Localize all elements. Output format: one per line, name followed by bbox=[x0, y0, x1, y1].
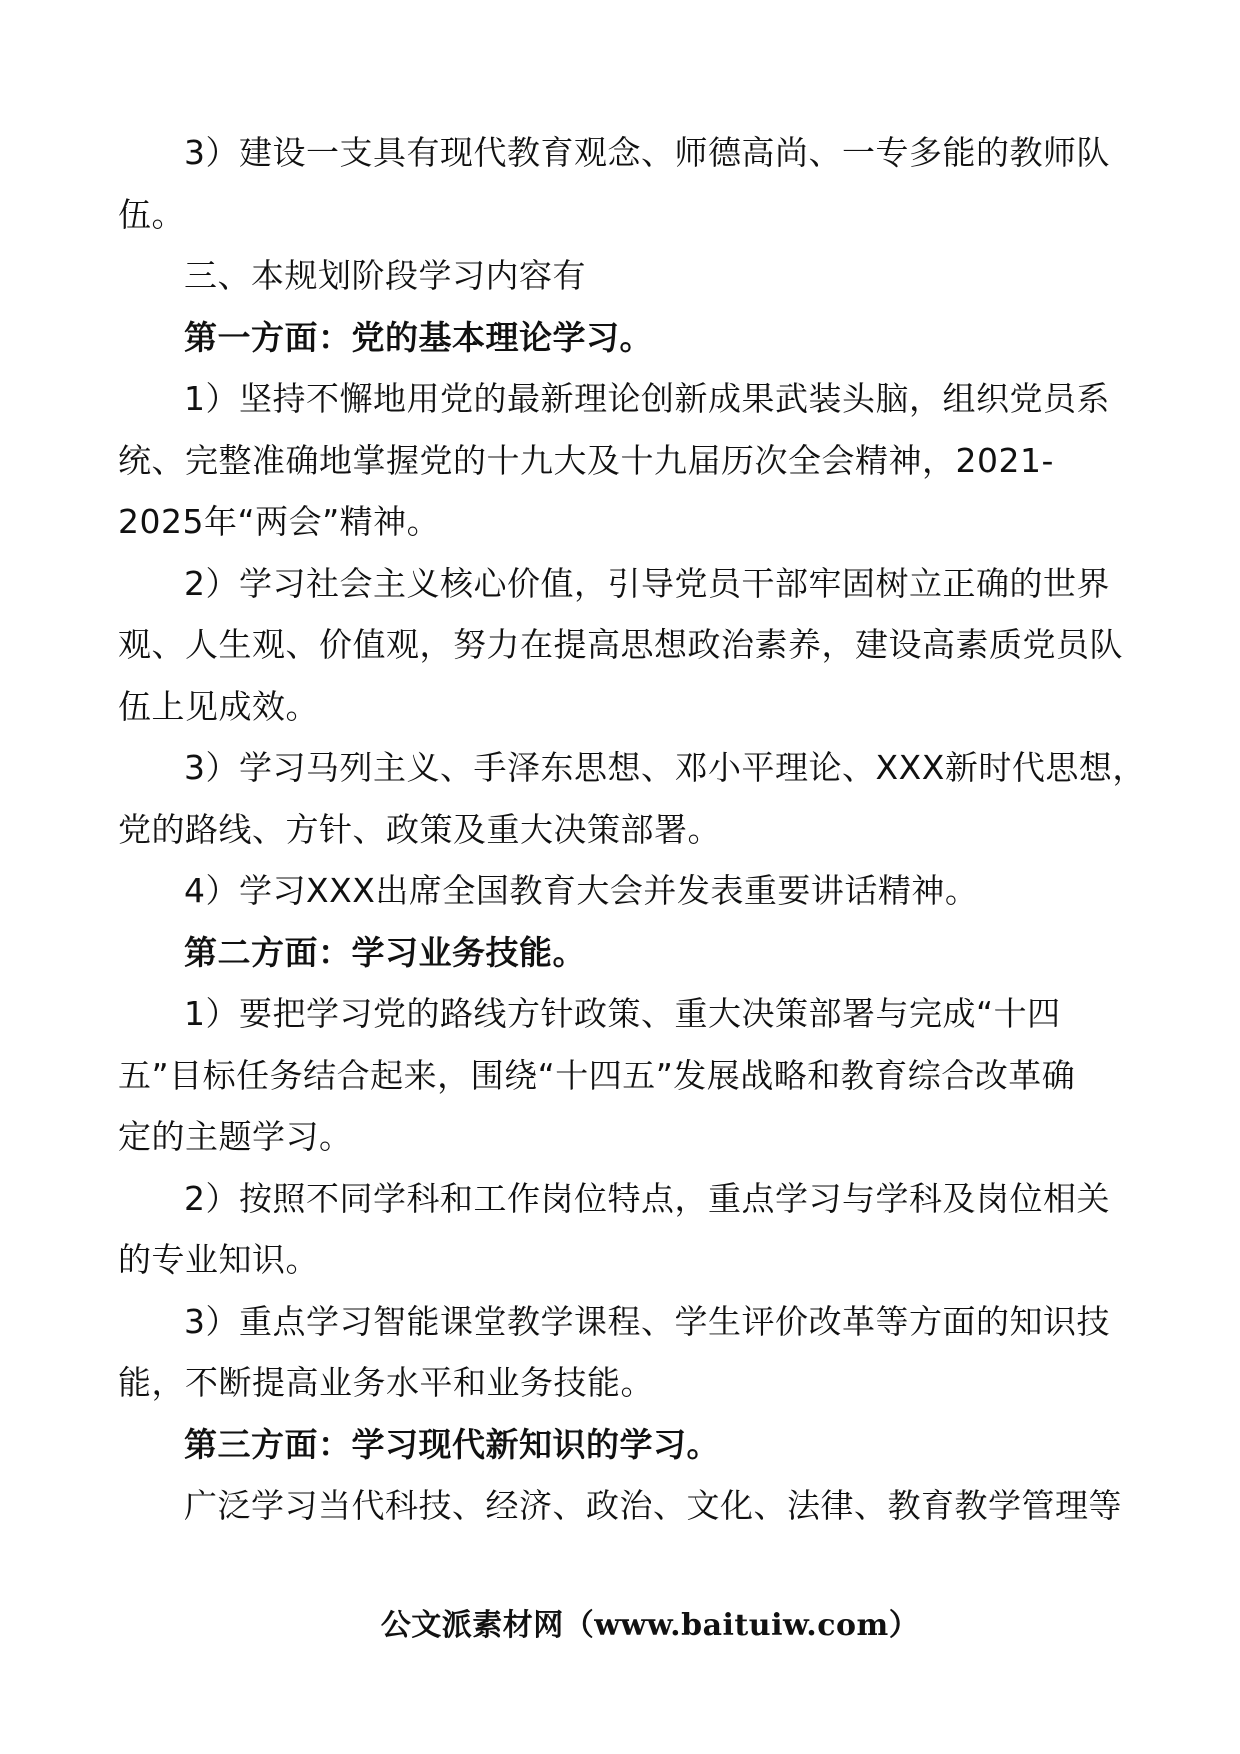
paragraph-line: 3）学习马列主义、手泽东思想、邓小平理论、XXX新时代思想， bbox=[184, 748, 1146, 787]
paragraph-line: 3）重点学习智能课堂教学课程、学生评价改革等方面的知识技 bbox=[184, 1301, 1110, 1341]
paragraph-line: 伍。 bbox=[118, 194, 185, 234]
paragraph-line: 4）学习XXX出席全国教育大会并发表重要讲话精神。 bbox=[184, 871, 979, 910]
paragraph-line: 的专业知识。 bbox=[118, 1240, 319, 1279]
paragraph-line: 1）要把学习党的路线方针政策、重大决策部署与完成“十四 bbox=[184, 994, 1061, 1033]
subsection-heading: 第三方面：学习现代新知识的学习。 bbox=[184, 1424, 720, 1464]
paragraph-line: 2）按照不同学科和工作岗位特点，重点学习与学科及岗位相关 bbox=[184, 1178, 1110, 1218]
document-body bbox=[118, 122, 1146, 1537]
subsection-heading: 第一方面：党的基本理论学习。 bbox=[184, 317, 653, 357]
paragraph-line: 2025年“两会”精神。 bbox=[118, 502, 441, 541]
paragraph-line: 广泛学习当代科技、经济、政治、文化、法律、教育教学管理等 bbox=[184, 1486, 1122, 1525]
paragraph-line: 能，不断提高业务水平和业务技能。 bbox=[118, 1363, 654, 1402]
watermark-footer: 公文派素材网（www.baituiw.com） bbox=[380, 1608, 920, 1643]
paragraph-line: 观、人生观、价值观，努力在提高思想政治素养，建设高素质党员队 bbox=[118, 625, 1123, 664]
paragraph-line: 1）坚持不懈地用党的最新理论创新成果武装头脑，组织党员系 bbox=[184, 379, 1110, 418]
paragraph-line: 党的路线、方针、政策及重大决策部署。 bbox=[118, 809, 721, 849]
paragraph-line: 2）学习社会主义核心价值，引导党员干部牢固树立正确的世界 bbox=[184, 563, 1110, 603]
paragraph-line: 3）建设一支具有现代教育观念、师德高尚、一专多能的教师队 bbox=[184, 133, 1110, 172]
section-heading: 三、本规划阶段学习内容有 bbox=[184, 256, 586, 295]
paragraph-line: 伍上见成效。 bbox=[118, 686, 319, 726]
paragraph-line: 五”目标任务结合起来，围绕“十四五”发展战略和教育综合改革确 bbox=[118, 1055, 1076, 1095]
paragraph-line: 定的主题学习。 bbox=[118, 1117, 353, 1156]
subsection-heading: 第二方面：学习业务技能。 bbox=[184, 932, 586, 972]
paragraph-line: 统、完整准确地掌握党的十九大及十九届历次全会精神，2021- bbox=[118, 440, 1054, 480]
